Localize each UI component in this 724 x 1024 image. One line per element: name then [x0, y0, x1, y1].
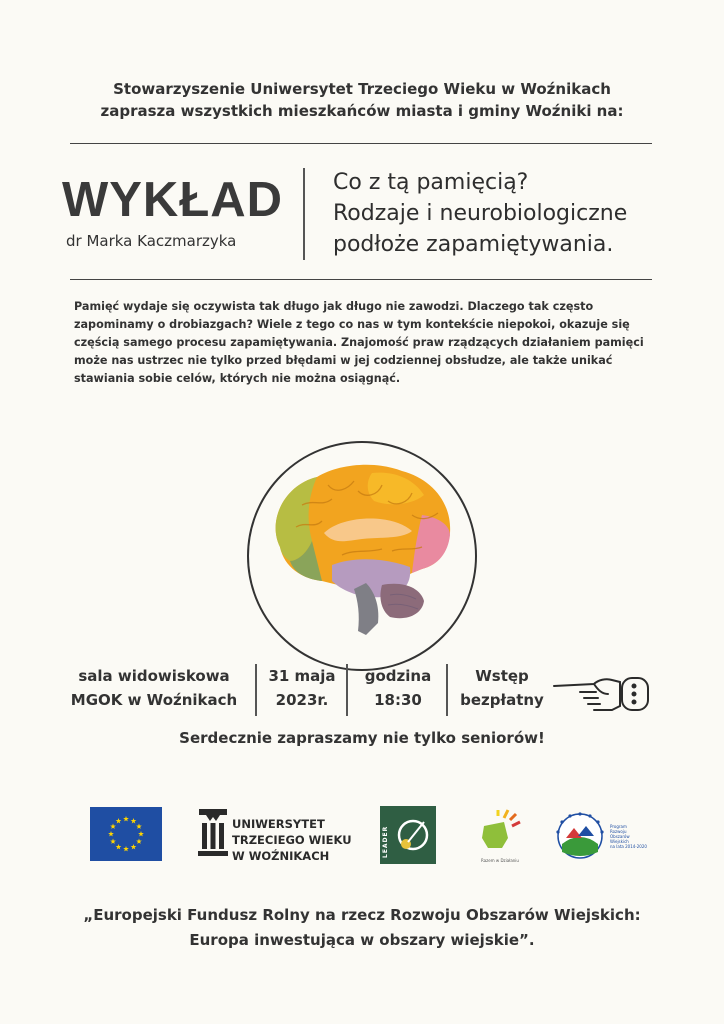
- date-line-1: 31 maja: [268, 667, 336, 685]
- eu-flag-logo: [90, 807, 162, 861]
- speaker-name: dr Marka Kaczmarzyka: [66, 232, 237, 250]
- prow-caption-4: Wiejskich: [610, 839, 629, 844]
- lgd-caption: Razem w Działaniu: [481, 858, 519, 863]
- date-line-2: 2023r.: [275, 691, 329, 709]
- prow-caption-2: Rozwoju: [610, 829, 627, 834]
- intro-line-1: Stowarzyszenie Uniwersytet Trzeciego Wieku w Woźnikach: [113, 80, 611, 98]
- utw-logo-text: [232, 816, 352, 864]
- subject-line-2: Rodzaje i neurobiologiczne: [333, 201, 628, 226]
- pointing-hand-icon: [550, 672, 654, 716]
- details-divider-3: [446, 664, 448, 716]
- footer-line-2: Europa inwestująca w obszary wiejskie”.: [189, 931, 535, 949]
- prow-caption-1: Program: [610, 824, 627, 829]
- time-line-1: godzina: [364, 667, 432, 685]
- intro-text: [0, 78, 724, 122]
- invitation-text: Serdecznie zapraszamy nie tylko seniorów!: [179, 729, 545, 747]
- details-divider-2: [346, 664, 348, 716]
- entry-info: [452, 664, 552, 712]
- time-line-2: 18:30: [374, 691, 422, 709]
- subject-line-1: Co z tą pamięcią?: [333, 170, 529, 195]
- leader-emblem-icon: [394, 814, 432, 856]
- prow-logo: [552, 808, 648, 864]
- utw-line-2: TRZECIEGO WIEKU: [232, 833, 352, 847]
- prow-caption: [610, 824, 648, 849]
- utw-line-3: W WOŹNIKACH: [232, 849, 330, 863]
- prow-caption-3: Obszarów: [610, 834, 630, 839]
- top-divider: [70, 143, 652, 144]
- utw-column-logo: [198, 809, 228, 857]
- entry-line-2: bezpłatny: [460, 691, 544, 709]
- venue-line-1: sala widowiskowa: [78, 667, 230, 685]
- prow-caption-5: na lata 2014-2020: [610, 844, 647, 849]
- lgd-hand-icon: [474, 808, 526, 854]
- time-info: [352, 664, 444, 712]
- lgd-logo: [474, 808, 526, 866]
- lecture-title: WYKŁAD: [62, 173, 284, 227]
- leader-logo: [380, 806, 436, 864]
- subject-line-3: podłoże zapamiętywania.: [333, 232, 614, 257]
- venue-line-2: MGOK w Woźnikach: [70, 691, 238, 709]
- prow-emblem-icon: [552, 808, 608, 864]
- venue-info: [68, 664, 240, 712]
- leader-text: LEADER: [382, 825, 389, 858]
- footer-text: [0, 903, 724, 953]
- lecture-subject: [333, 167, 627, 260]
- title-divider: [303, 168, 305, 260]
- footer-line-1: „Europejski Fundusz Rolny na rzecz Rozwoju Obszarów Wiejskich:: [83, 906, 641, 924]
- details-divider-1: [255, 664, 257, 716]
- brain-illustration: [262, 455, 462, 645]
- entry-line-1: Wstęp: [475, 667, 529, 685]
- utw-line-1: UNIWERSYTET: [232, 817, 325, 831]
- middle-divider: [70, 279, 652, 280]
- lecture-description: Pamięć wydaje się oczywista tak długo jak długo nie zawodzi. Dlaczego tak często zapominamy o drobiazgach? Wiele z tego co nas w tym kontekście niepokoi, okazuje się częścią samego procesu zapamiętywania. Znajomość praw rządzących działaniem pamięci może nas ustrzec nie tylko przed błędami w jej codziennej obsłudze, ale także unikać stawiania sobie celów, których nie można osiągnąć.: [74, 300, 644, 385]
- intro-line-2: zaprasza wszystkich mieszkańców miasta i gminy Woźniki na:: [100, 102, 624, 120]
- date-info: [262, 664, 342, 712]
